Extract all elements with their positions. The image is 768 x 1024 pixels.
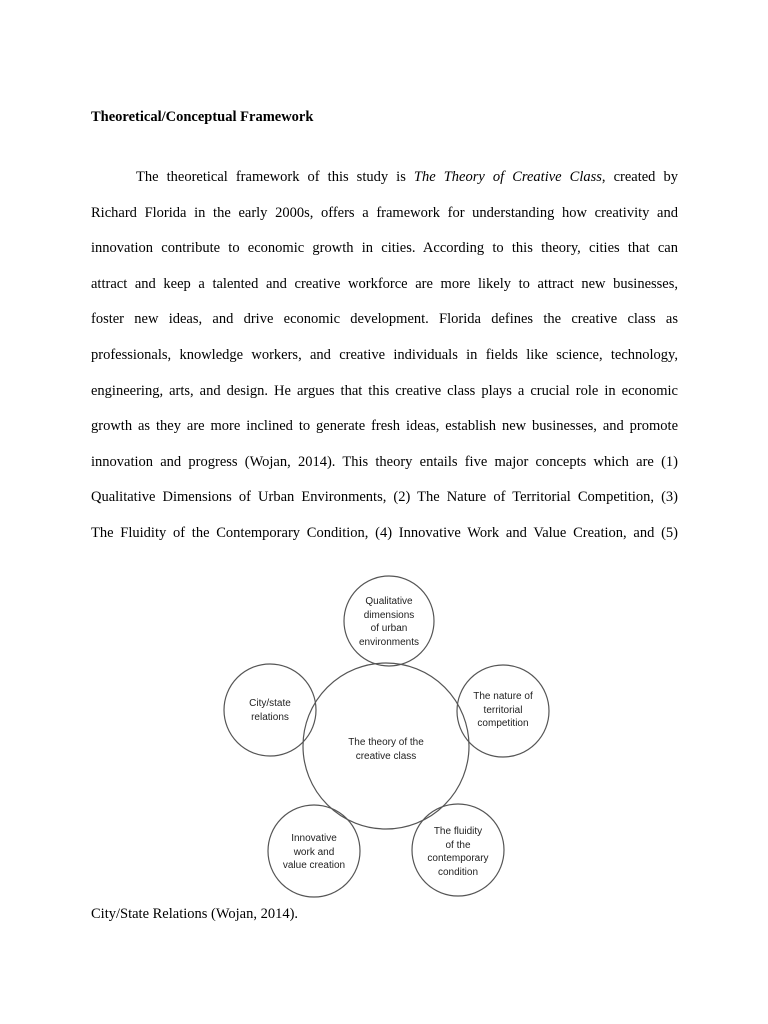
body-paragraph bbox=[91, 160, 678, 552]
paragraph-line: Richard Florida in the early 2000s, offers a framework for understanding how creativity and bbox=[91, 204, 678, 221]
node-label-fluidity: The fluidity of the contemporary condition bbox=[427, 826, 489, 878]
paragraph-line: The theoretical framework of this study is The Theory of Creative Class, created by bbox=[136, 169, 678, 185]
paragraph-line: The Fluidity of the Contemporary Condition, (4) Innovative Work and Value Creation, and (5) bbox=[91, 524, 678, 541]
node-label-innovative: Innovative work and value creation bbox=[282, 833, 346, 871]
center-label: The theory of the creative class bbox=[348, 737, 424, 762]
creative-class-diagram bbox=[214, 570, 558, 900]
paragraph-continuation: City/State Relations (Wojan, 2014). bbox=[91, 906, 299, 922]
section-heading: Theoretical/Conceptual Framework bbox=[91, 109, 314, 125]
paragraph-line: foster new ideas, and drive economic development. Florida defines the creative class as bbox=[91, 311, 678, 328]
paragraph-line: innovation contribute to economic growth in cities. According to this theory, cities that can bbox=[91, 240, 678, 257]
node-label-citystate: City/state relations bbox=[249, 698, 291, 723]
theory-title: The Theory of Creative Class bbox=[413, 169, 602, 185]
node-label-qualitative: Qualitative dimensions of urban environments bbox=[358, 596, 420, 648]
paragraph-line: attract and keep a talented and creative workforce are more likely to attract new businesses, bbox=[91, 275, 678, 292]
paragraph-line: Qualitative Dimensions of Urban Environments, (2) The Nature of Territorial Competition, (3) bbox=[91, 489, 678, 506]
paragraph-line: professionals, knowledge workers, and creative individuals in fields like science, technology, bbox=[91, 346, 678, 363]
paragraph-line: innovation and progress (Wojan, 2014). This theory entails five major concepts which are (1) bbox=[91, 453, 678, 470]
paragraph-line: engineering, arts, and design. He argues that this creative class plays a crucial role in economic bbox=[91, 382, 678, 399]
node-label-territorial: The nature of territorial competition bbox=[473, 691, 533, 729]
paragraph-line: growth as they are more inclined to generate fresh ideas, establish new businesses, and promote bbox=[91, 418, 678, 435]
